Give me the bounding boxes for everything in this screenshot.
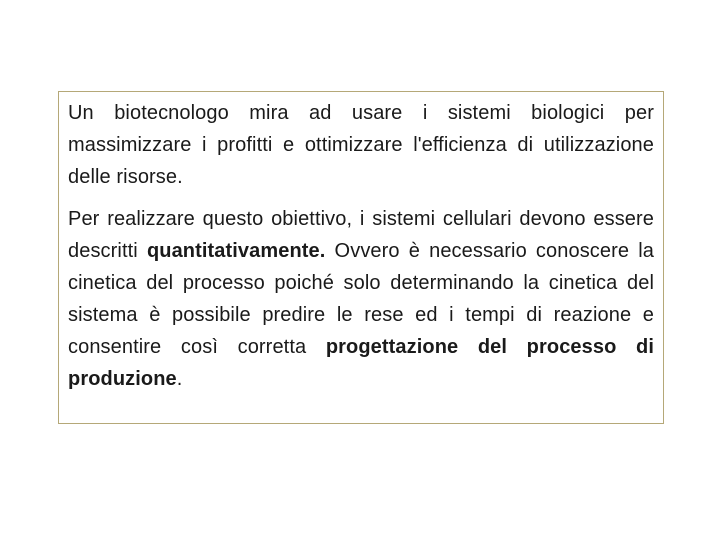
paragraph-objective-text-3: . — [176, 368, 183, 390]
paragraph-objective-text-2: Ovvero è necessario conoscere la cinetica del processo poiché solo determinando la cinetica del sistema è possibile predire le rese ed i tempi di reazione e consentire così corretta — [68, 240, 654, 358]
paragraph-intro: Un biotecnologo mira ad usare i sistemi biologici per massimizzare i profitti e ottimizzare l'efficienza di utilizzazione delle risorse. — [68, 102, 654, 188]
emphasis-progettazione: progettazione del processo di produzione — [68, 336, 654, 390]
emphasis-quantitativamente: quantitativamente. — [146, 240, 326, 262]
paragraph-objective-text-1: Per realizzare questo obiettivo, i sistemi cellulari devono essere descritti — [68, 208, 654, 262]
text-box — [58, 91, 664, 424]
paragraph-objective — [68, 203, 654, 395]
